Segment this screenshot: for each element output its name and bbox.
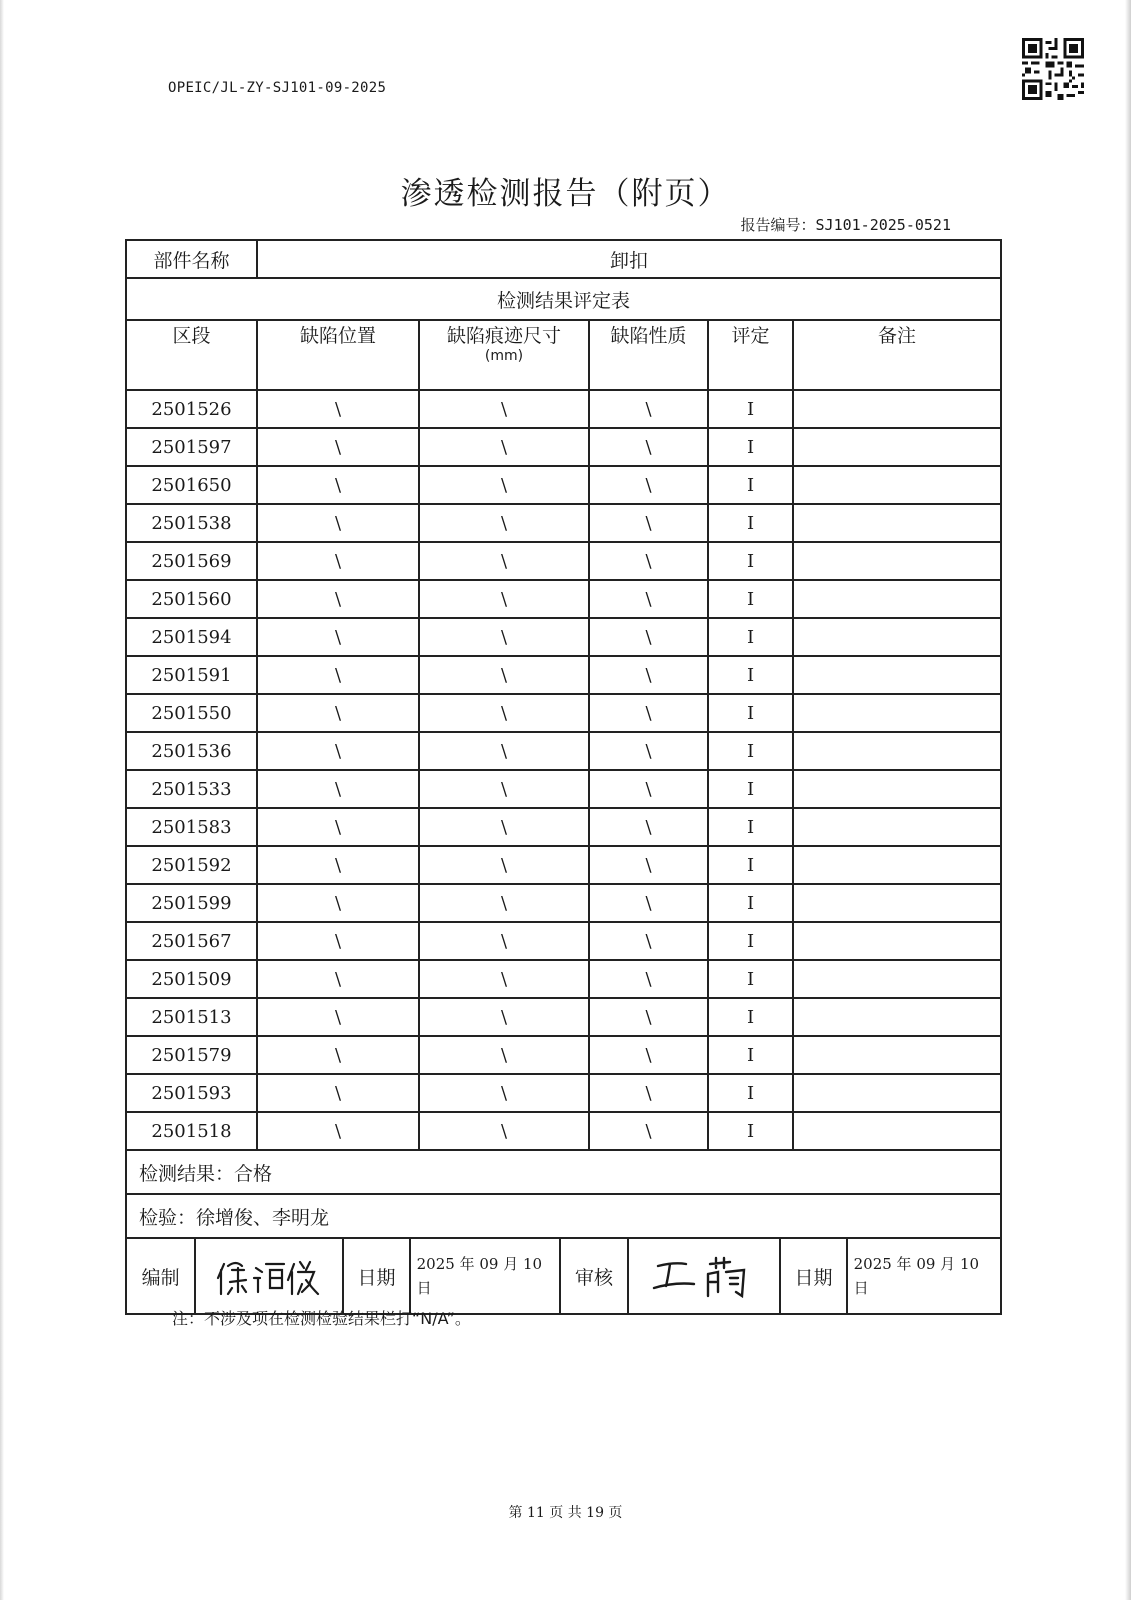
scan-edge-left	[0, 0, 4, 1600]
cell-location: \	[257, 694, 419, 732]
cell-size: \	[419, 390, 589, 428]
col-rating-header: 评定	[708, 320, 793, 390]
document-code: OPEIC/JL-ZY-SJ101-09-2025	[168, 80, 387, 96]
cell-section: 2501594	[126, 618, 257, 656]
table-row	[126, 770, 1001, 808]
table-row	[126, 1074, 1001, 1112]
cell-rating: I	[708, 1112, 793, 1150]
cell-remark	[793, 732, 1001, 770]
cell-section: 2501583	[126, 808, 257, 846]
cell-size: \	[419, 884, 589, 922]
page-number: 第 11 页 共 19 页	[508, 1505, 623, 1521]
cell-nature: \	[589, 998, 708, 1036]
table-row	[126, 618, 1001, 656]
cell-nature: \	[589, 466, 708, 504]
cell-size: \	[419, 770, 589, 808]
review-signature	[644, 1252, 764, 1300]
cell-remark	[793, 618, 1001, 656]
cell-remark	[793, 542, 1001, 580]
col-defect-size-label: 缺陷痕迹尺寸	[446, 325, 561, 347]
cell-section: 2501538	[126, 504, 257, 542]
cell-nature: \	[589, 884, 708, 922]
cell-nature: \	[589, 1036, 708, 1074]
cell-location: \	[257, 808, 419, 846]
col-defect-location-header: 缺陷位置	[257, 320, 419, 390]
cell-size: \	[419, 808, 589, 846]
cell-nature: \	[589, 580, 708, 618]
cell-remark	[793, 884, 1001, 922]
cell-location: \	[257, 618, 419, 656]
cell-nature: \	[589, 1074, 708, 1112]
table-row	[126, 580, 1001, 618]
table-row	[126, 960, 1001, 998]
page-title: 渗透检测报告（附页）	[400, 176, 731, 212]
cell-nature: \	[589, 618, 708, 656]
col-remark-header: 备注	[793, 320, 1001, 390]
col-defect-size-header	[419, 320, 589, 390]
cell-location: \	[257, 656, 419, 694]
cell-nature: \	[589, 960, 708, 998]
cell-location: \	[257, 998, 419, 1036]
cell-nature: \	[589, 504, 708, 542]
table-row	[126, 846, 1001, 884]
part-name-label: 部件名称	[126, 240, 257, 278]
cell-rating: I	[708, 808, 793, 846]
table-row	[126, 428, 1001, 466]
cell-remark	[793, 998, 1001, 1036]
cell-remark	[793, 922, 1001, 960]
cell-section: 2501591	[126, 656, 257, 694]
cell-size: \	[419, 542, 589, 580]
cell-rating: I	[708, 504, 793, 542]
cell-remark	[793, 1074, 1001, 1112]
report-number-label: 报告编号：	[740, 216, 816, 234]
report-number-value: SJ101-2025-0521	[815, 216, 951, 234]
table-row	[126, 922, 1001, 960]
cell-rating: I	[708, 1074, 793, 1112]
part-name-value: 卸扣	[257, 240, 1001, 278]
cell-section: 2501599	[126, 884, 257, 922]
cell-rating: I	[708, 998, 793, 1036]
cell-nature: \	[589, 656, 708, 694]
cell-rating: I	[708, 1036, 793, 1074]
cell-size: \	[419, 618, 589, 656]
cell-nature: \	[589, 732, 708, 770]
table-row	[126, 466, 1001, 504]
cell-location: \	[257, 770, 419, 808]
cell-remark	[793, 694, 1001, 732]
cell-nature: \	[589, 846, 708, 884]
cell-section: 2501567	[126, 922, 257, 960]
table-row	[126, 1112, 1001, 1150]
cell-section: 2501579	[126, 1036, 257, 1074]
cell-section: 2501550	[126, 694, 257, 732]
cell-rating: I	[708, 732, 793, 770]
review-signature-cell	[628, 1239, 780, 1313]
cell-location: \	[257, 1112, 419, 1150]
cell-remark	[793, 390, 1001, 428]
cell-size: \	[419, 504, 589, 542]
table-row	[126, 1036, 1001, 1074]
col-defect-nature-header: 缺陷性质	[589, 320, 708, 390]
cell-rating: I	[708, 694, 793, 732]
review-date-label: 日期	[780, 1239, 846, 1313]
cell-section: 2501593	[126, 1074, 257, 1112]
cell-section: 2501650	[126, 466, 257, 504]
cell-location: \	[257, 504, 419, 542]
cell-section: 2501526	[126, 390, 257, 428]
cell-rating: I	[708, 428, 793, 466]
col-section-header: 区段	[126, 320, 257, 390]
cell-location: \	[257, 1074, 419, 1112]
compiled-signature-cell	[195, 1239, 343, 1313]
cell-size: \	[419, 1112, 589, 1150]
table-row	[126, 504, 1001, 542]
cell-remark	[793, 808, 1001, 846]
table-row	[126, 808, 1001, 846]
cell-remark	[793, 846, 1001, 884]
inspection-table	[125, 239, 1002, 1315]
compiled-date-label: 日期	[343, 1239, 409, 1313]
cell-remark	[793, 580, 1001, 618]
table-row	[126, 390, 1001, 428]
cell-rating: I	[708, 542, 793, 580]
cell-size: \	[419, 732, 589, 770]
review-label: 审核	[560, 1239, 628, 1313]
cell-remark	[793, 428, 1001, 466]
cell-location: \	[257, 466, 419, 504]
cell-rating: I	[708, 922, 793, 960]
inspection-result: 检测结果：合格	[126, 1150, 1001, 1194]
table-row	[126, 542, 1001, 580]
cell-section: 2501569	[126, 542, 257, 580]
cell-location: \	[257, 390, 419, 428]
cell-rating: I	[708, 846, 793, 884]
compiled-signature	[214, 1254, 324, 1298]
cell-remark	[793, 1112, 1001, 1150]
qr-code-icon	[1022, 38, 1084, 100]
cell-remark	[793, 504, 1001, 542]
cell-nature: \	[589, 694, 708, 732]
table-row	[126, 732, 1001, 770]
signoff-table	[127, 1239, 1000, 1313]
cell-location: \	[257, 428, 419, 466]
cell-location: \	[257, 884, 419, 922]
cell-location: \	[257, 922, 419, 960]
scan-edge-right	[1125, 0, 1131, 1600]
compiled-label: 编制	[127, 1239, 195, 1313]
cell-section: 2501597	[126, 428, 257, 466]
cell-nature: \	[589, 808, 708, 846]
cell-nature: \	[589, 390, 708, 428]
cell-rating: I	[708, 466, 793, 504]
cell-nature: \	[589, 922, 708, 960]
footnote: 注：不涉及项在检测检验结果栏打“N/A”。	[172, 1309, 471, 1328]
cell-size: \	[419, 656, 589, 694]
cell-remark	[793, 1036, 1001, 1074]
cell-section: 2501536	[126, 732, 257, 770]
table-row	[126, 884, 1001, 922]
cell-rating: I	[708, 618, 793, 656]
table-row	[126, 694, 1001, 732]
cell-rating: I	[708, 884, 793, 922]
inspectors: 检验：徐增俊、李明龙	[126, 1194, 1001, 1238]
cell-nature: \	[589, 428, 708, 466]
compiled-date: 2025 年 09 月 10 日	[410, 1239, 560, 1313]
cell-remark	[793, 656, 1001, 694]
cell-size: \	[419, 466, 589, 504]
cell-section: 2501560	[126, 580, 257, 618]
cell-section: 2501533	[126, 770, 257, 808]
table-title: 检测结果评定表	[126, 278, 1001, 320]
cell-size: \	[419, 1036, 589, 1074]
cell-section: 2501592	[126, 846, 257, 884]
cell-nature: \	[589, 1112, 708, 1150]
cell-location: \	[257, 542, 419, 580]
review-date: 2025 年 09 月 10 日	[853, 1255, 980, 1297]
cell-size: \	[419, 428, 589, 466]
cell-section: 2501513	[126, 998, 257, 1036]
cell-rating: I	[708, 390, 793, 428]
cell-nature: \	[589, 542, 708, 580]
cell-remark	[793, 960, 1001, 998]
cell-nature: \	[589, 770, 708, 808]
cell-size: \	[419, 998, 589, 1036]
cell-section: 2501509	[126, 960, 257, 998]
cell-size: \	[419, 846, 589, 884]
col-defect-size-unit: (mm)	[484, 348, 524, 364]
cell-rating: I	[708, 580, 793, 618]
cell-location: \	[257, 732, 419, 770]
cell-location: \	[257, 580, 419, 618]
cell-rating: I	[708, 656, 793, 694]
table-row	[126, 656, 1001, 694]
cell-rating: I	[708, 960, 793, 998]
cell-rating: I	[708, 770, 793, 808]
cell-location: \	[257, 846, 419, 884]
cell-location: \	[257, 960, 419, 998]
cell-size: \	[419, 694, 589, 732]
cell-section: 2501518	[126, 1112, 257, 1150]
cell-location: \	[257, 1036, 419, 1074]
signoff-row	[126, 1238, 1001, 1314]
cell-size: \	[419, 922, 589, 960]
table-row	[126, 998, 1001, 1036]
cell-remark	[793, 770, 1001, 808]
cell-size: \	[419, 580, 589, 618]
cell-remark	[793, 466, 1001, 504]
report-number	[741, 214, 951, 235]
cell-size: \	[419, 1074, 589, 1112]
cell-size: \	[419, 960, 589, 998]
